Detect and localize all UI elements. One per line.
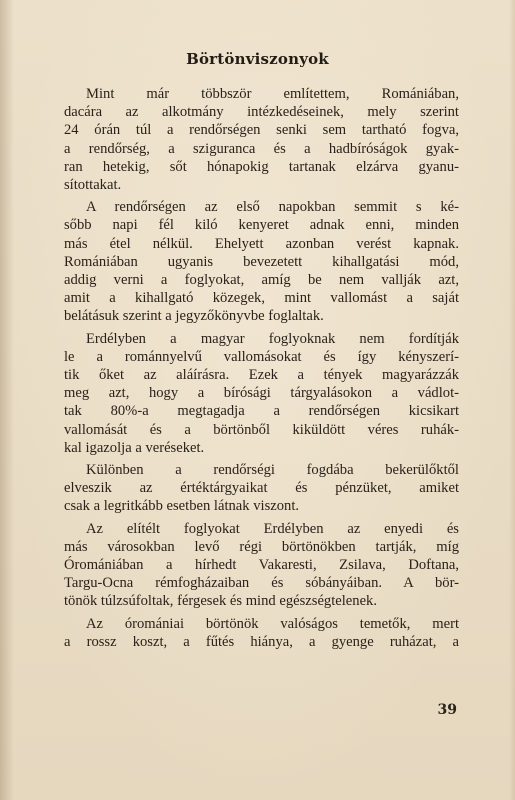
text-line: sítottakat.	[64, 177, 122, 194]
text-line: Romániában ugyanis bevezetett kihallgatási mód,	[64, 253, 459, 270]
paragraph	[64, 330, 459, 457]
text-line: belátásuk szerint a jegyzőkönyvbe foglaltak.	[64, 308, 324, 325]
text-line: 24 órán túl a rendőrségen senki sem tartható fogva,	[64, 122, 459, 139]
paragraph	[64, 461, 459, 516]
text-line: Óromániában a hírhedt Vakaresti, Zsilava, Doftana,	[64, 557, 459, 574]
text-line: tik őket az aláírásra. Ezek a tények magyarázzák	[64, 367, 459, 384]
text-line: a rossz koszt, a fűtés hiánya, a gyenge ruházat, a	[64, 633, 459, 650]
text-line: Az elítélt foglyokat Erdélyben az enyedi és	[86, 520, 459, 537]
chapter-title: Börtönviszonyok	[186, 50, 329, 68]
text-line: más városokban levő régi börtönökben tartják, míg	[64, 538, 459, 555]
page-number: 39	[437, 702, 457, 718]
text-line: Erdélyben a magyar foglyoknak nem fordítják	[86, 330, 459, 347]
text-line: a rendőrség, a sziguranca és a hadbíróságok gyak-	[64, 140, 459, 157]
text-line: amit a kihallgató közegek, mint vallomást a saját	[64, 290, 459, 307]
paragraph	[64, 198, 459, 325]
text-line: más étel nélkül. Ehelyett azonban verést kapnak.	[64, 235, 459, 252]
text-line: tak 80%-a megtagadja a rendőrségen kicsikart	[64, 403, 459, 420]
text-line: ran hetekig, sőt hónapokig tartanak elzárva gyanu-	[64, 158, 459, 175]
text-line: dacára az alkotmány intézkedéseinek, mely szerint	[64, 104, 459, 121]
text-line: Különben a rendőrségi fogdába bekerülőktől	[86, 462, 459, 479]
paragraph	[64, 85, 459, 194]
text-line: vallomását és a börtönből kiküldött véres ruhák-	[64, 421, 459, 438]
text-line: kal igazolja a veréseket.	[64, 439, 205, 456]
text-line: meg azt, hogy a bírósági tárgyalásokon a vádlot-	[64, 385, 459, 402]
text-line: A rendőrségen az első napokban semmit s ké-	[86, 199, 459, 216]
text-line: le a románnyelvű vallomásokat és így kényszerí-	[64, 348, 459, 365]
text-line: csak a legritkább esetben látnak viszont.	[64, 498, 300, 515]
paragraph	[64, 520, 459, 611]
text-line: Mint már többször említettem, Romániában,	[86, 86, 459, 102]
text-line: Targu-Ocna rémfogházaiban és sóbányáiban. A bör-	[64, 575, 459, 592]
text-line: sőbb napi fél kiló kenyeret adnak enni, minden	[64, 217, 459, 234]
binding-shadow	[0, 0, 14, 800]
paragraph	[64, 615, 459, 651]
text-line: addig verni a foglyokat, amíg be nem vallják azt,	[64, 272, 459, 289]
text-line: tönök túlzsúfoltak, férgesek és mind egészségtelenek.	[64, 593, 377, 610]
body-text	[64, 85, 459, 655]
page-edge	[509, 0, 515, 800]
text-line: elveszik az értéktárgyaikat és pénzüket, amiket	[64, 480, 459, 497]
text-line: Az óromániai börtönök valóságos temetők, mert	[86, 615, 459, 632]
